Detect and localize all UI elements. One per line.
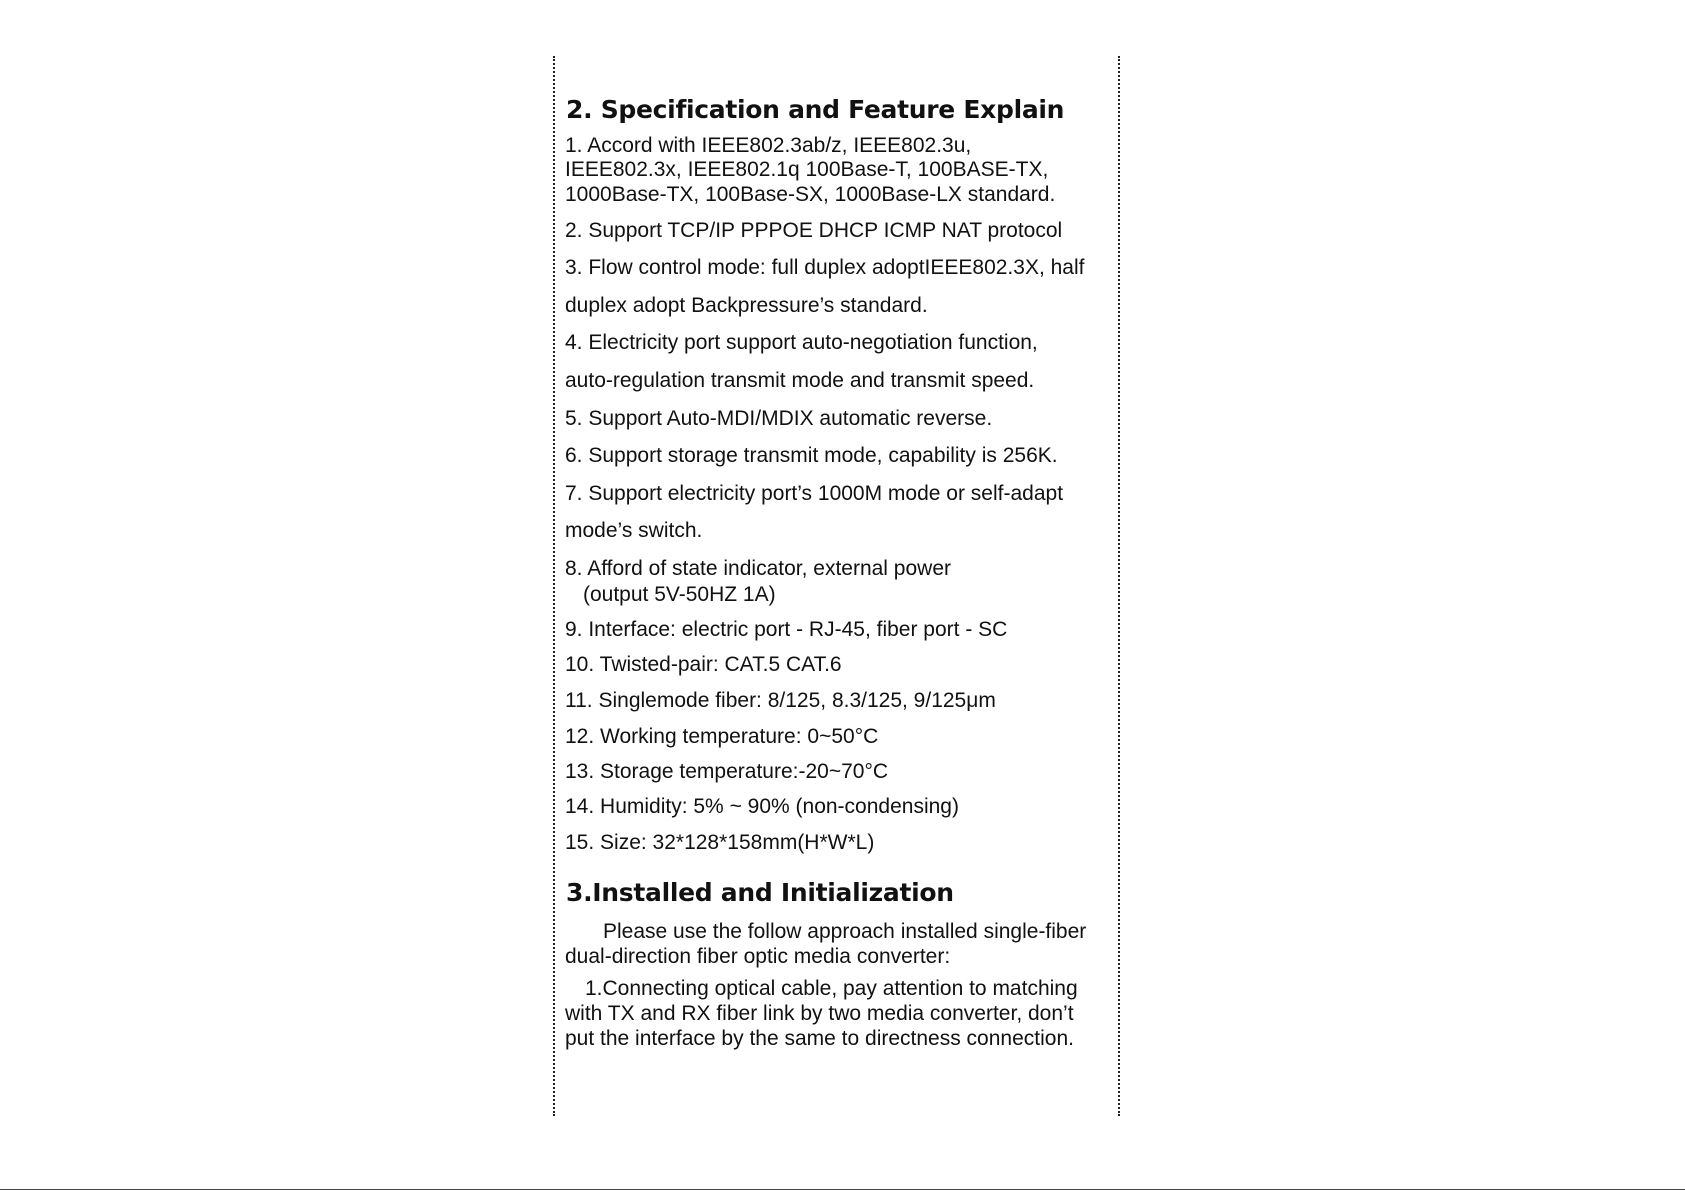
bottom-rule — [0, 1189, 1685, 1190]
spec-line: 2. Support TCP/IP PPPOE DHCP ICMP NAT protocol — [565, 219, 1063, 242]
spec-line: 12. Working temperature: 0~50°C — [565, 725, 879, 748]
section-2-heading: 2. Specification and Feature Explain — [566, 95, 1065, 124]
install-line: put the interface by the same to directness connection. — [565, 1027, 1074, 1050]
left-dotted-border — [553, 56, 555, 1116]
install-line: Please use the follow approach installed single-fiber — [603, 920, 1087, 943]
spec-line: 14. Humidity: 5% ~ 90% (non-condensing) — [565, 795, 959, 818]
spec-line: mode’s switch. — [565, 519, 703, 542]
spec-line: 1000Base-TX, 100Base-SX, 1000Base-LX standard. — [565, 183, 1056, 206]
right-dotted-border — [1118, 56, 1120, 1116]
spec-line: 3. Flow control mode: full duplex adoptIEEE802.3X, half — [565, 256, 1085, 279]
spec-line: IEEE802.3x, IEEE802.1q 100Base-T, 100BASE-TX, — [565, 158, 1049, 181]
spec-line: 5. Support Auto-MDI/MDIX automatic reverse. — [565, 407, 993, 430]
install-line: 1.Connecting optical cable, pay attention to matching — [585, 977, 1078, 1000]
spec-line: 7. Support electricity port’s 1000M mode or self-adapt — [565, 482, 1064, 505]
spec-line: 4. Electricity port support auto-negotiation function, — [565, 331, 1038, 354]
section-3-heading: 3.Installed and Initialization — [566, 878, 954, 907]
spec-line: 15. Size: 32*128*158mm(H*W*L) — [565, 831, 875, 854]
spec-line: 13. Storage temperature:-20~70°C — [565, 760, 889, 783]
install-line: dual-direction fiber optic media converter: — [565, 945, 951, 968]
spec-line: duplex adopt Backpressure’s standard. — [565, 294, 928, 317]
spec-line: 8. Afford of state indicator, external power — [565, 557, 952, 580]
install-line: with TX and RX fiber link by two media converter, don’t — [565, 1002, 1074, 1025]
spec-line: 9. Interface: electric port - RJ-45, fiber port - SC — [565, 618, 1008, 641]
spec-line: 11. Singlemode fiber: 8/125, 8.3/125, 9/125μm — [565, 689, 996, 712]
spec-line: 10. Twisted-pair: CAT.5 CAT.6 — [565, 653, 842, 676]
spec-line: auto-regulation transmit mode and transmit speed. — [565, 369, 1035, 392]
spec-line: 1. Accord with IEEE802.3ab/z, IEEE802.3u, — [565, 134, 972, 157]
spec-line: 6. Support storage transmit mode, capability is 256K. — [565, 444, 1058, 467]
spec-line: (output 5V-50HZ 1A) — [583, 583, 776, 606]
